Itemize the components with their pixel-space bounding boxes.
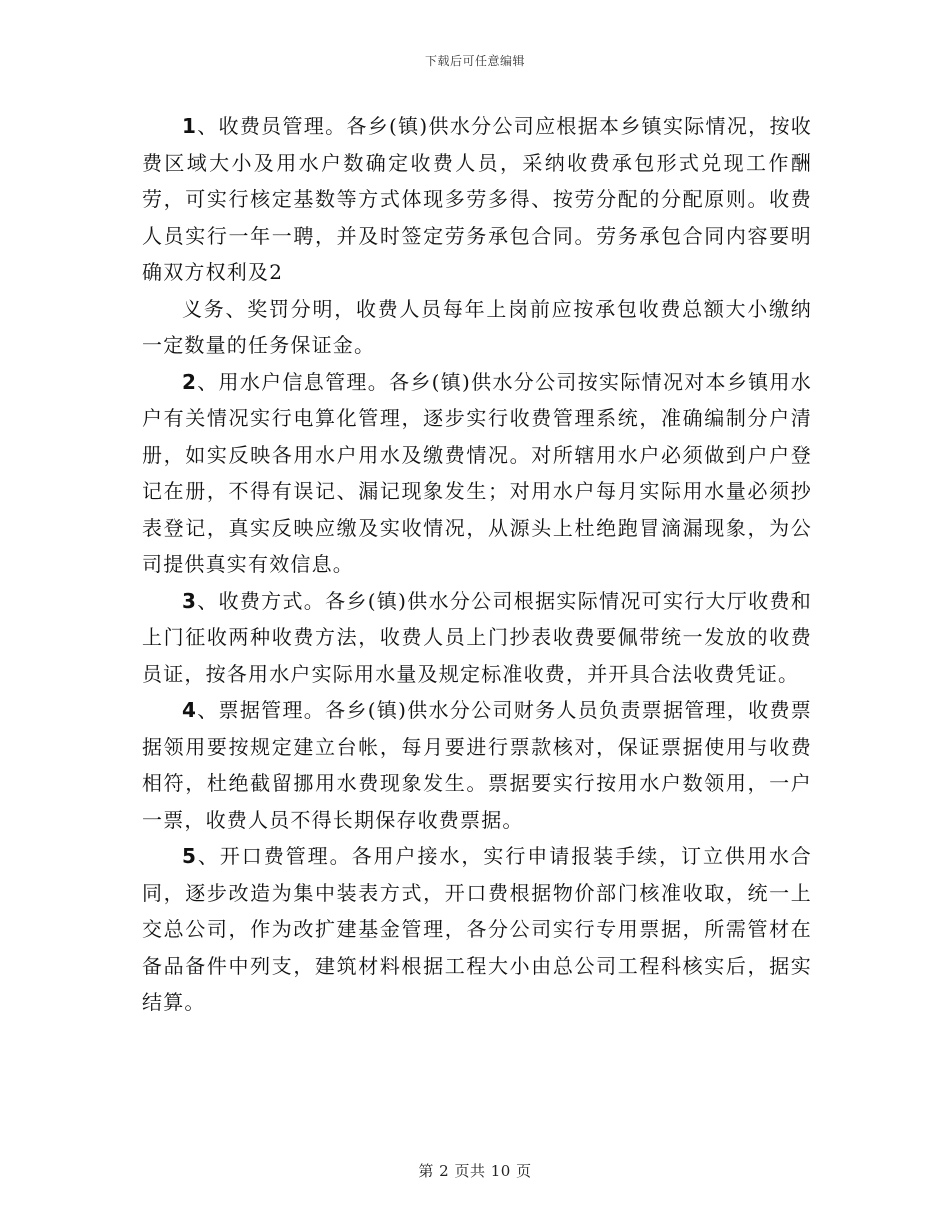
paragraph-number: 5 — [182, 844, 198, 868]
paragraph-text: 义务、奖罚分明，收费人员每年上岗前应按承包收费总额大小缴纳一定数量的任务保证金。 — [142, 296, 812, 357]
paragraph-5 — [142, 838, 812, 1021]
paragraph-1-continued — [142, 291, 812, 364]
paragraph-text: 、开口费管理。各用户接水，实行申请报装手续，订立供用水合同，逐步改造为集中装表方式，开口费根据物价部门核准收取，统一上交总公司，作为改扩建基金管理，各分公司实行专用票据，所需管材在备品备件中列支，建筑材料根据工程大小由总公司工程科核实后，据实结算。 — [142, 844, 812, 1014]
paragraph-4 — [142, 692, 812, 838]
paragraph-number: 4 — [182, 698, 198, 722]
paragraph-text: 、收费方式。各乡(镇)供水分公司根据实际情况可实行大厅收费和上门征收两种收费方法，收费人员上门抄表收费要佩带统一发放的收费员证，按各用水户实际用水量及规定标准收费，并开具合法收费凭证。 — [142, 588, 812, 686]
paragraph-text: 、用水户信息管理。各乡(镇)供水分公司按实际情况对本乡镇用水户有关情况实行电算化管理，逐步实行收费管理系统，准确编制分户清册，如实反映各用水户用水及缴费情况。对所辖用水户必须做到户户登记在册，不得有误记、漏记现象发生；对用水户每月实际用水量必须抄表登记，真实反映应缴及实收情况，从源头上杜绝跑冒滴漏现象，为公司提供真实有效信息。 — [142, 369, 812, 576]
paragraph-2 — [142, 364, 812, 583]
paragraph-3 — [142, 583, 812, 693]
document-body — [142, 108, 812, 1021]
page-footer: 第 2 页共 10 页 — [418, 1162, 532, 1180]
paragraph-number: 2 — [182, 369, 198, 394]
paragraph-text: 、票据管理。各乡(镇)供水分公司财务人员负责票据管理，收费票据领用要按规定建立台帐，每月要进行票款核对，保证票据使用与收费相符，杜绝截留挪用水费现象发生。票据要实行按用水户数领用，一户一票，收费人员不得长期保存收费票据。 — [142, 698, 812, 832]
paragraph-text: 、收费员管理。各乡(镇)供水分公司应根据本乡镇实际情况，按收费区域大小及用水户数确定收费人员，采纳收费承包形式兑现工作酬劳，可实行核定基数等方式体现多劳多得、按劳分配的分配原则。收费人员实行一年一聘，并及时签定劳务承包合同。劳务承包合同内容要明确双方权利及2 — [142, 114, 812, 284]
paragraph-number: 1 — [182, 114, 198, 138]
paragraph-1 — [142, 108, 812, 291]
paragraph-number: 3 — [182, 588, 198, 613]
page-header: 下载后可任意编辑 — [424, 54, 525, 68]
